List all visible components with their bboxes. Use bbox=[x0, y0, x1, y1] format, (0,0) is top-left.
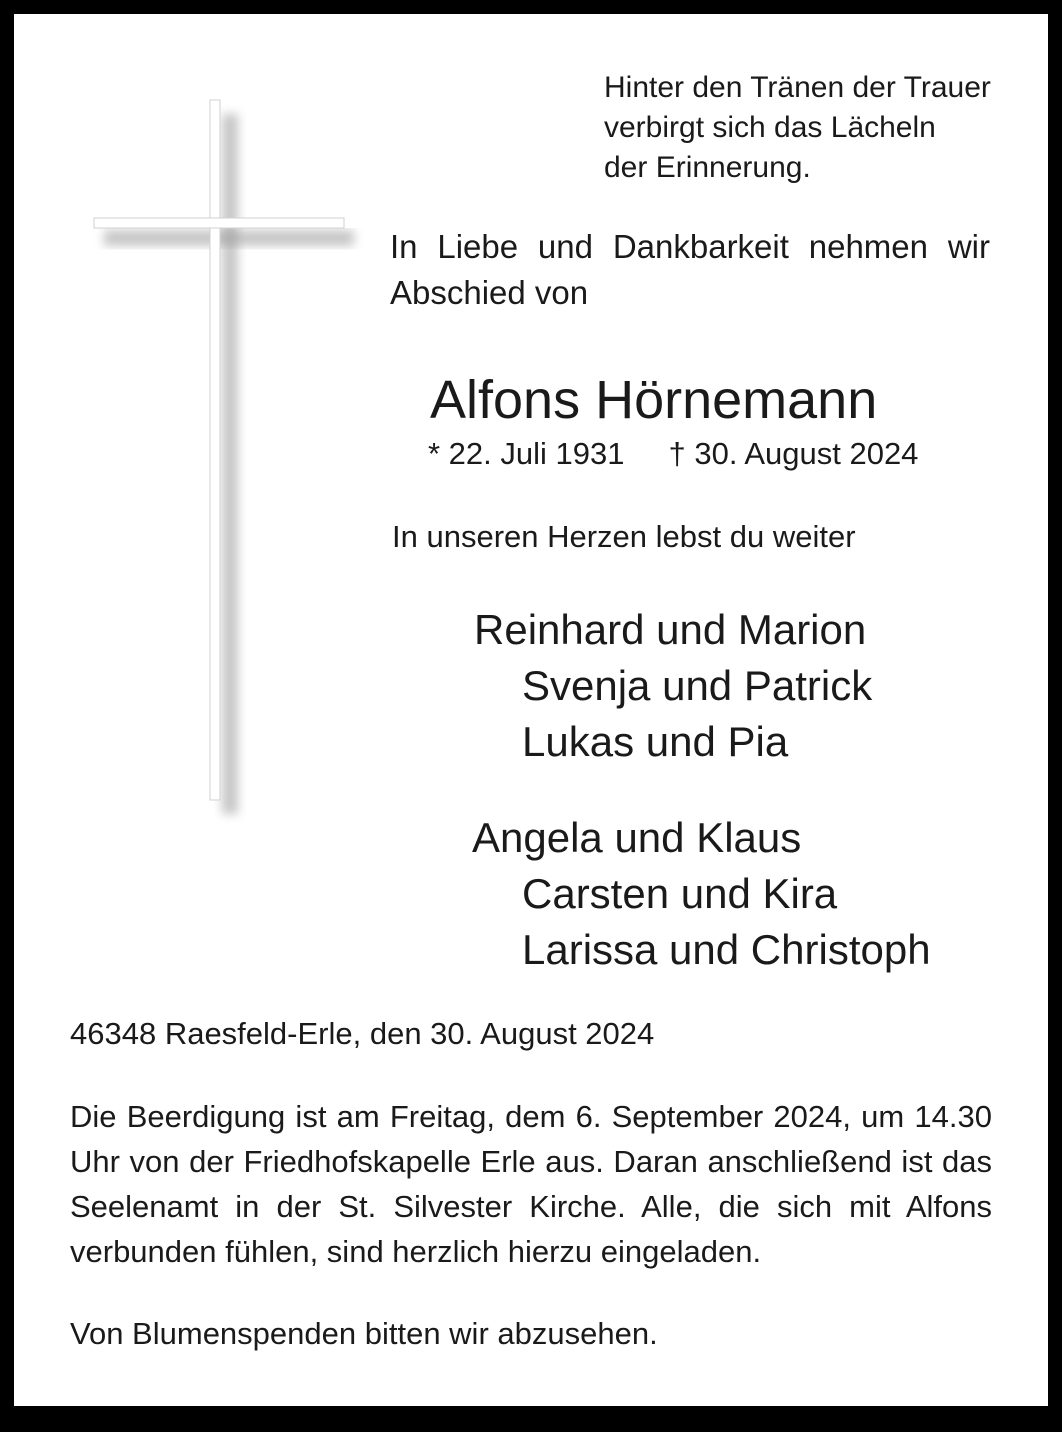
quote-line-1: Hinter den Tränen der Trauer bbox=[604, 71, 991, 104]
life-dates bbox=[428, 436, 918, 472]
family-name: Reinhard und Marion bbox=[474, 606, 867, 653]
publication-footer: Erschienen am 04.09.2024 © Verlag J. Mergelsberg GmbH bbox=[16, 1413, 278, 1424]
motto: In unseren Herzen lebst du weiter bbox=[392, 519, 856, 554]
family-name: Svenja und Patrick bbox=[522, 662, 873, 709]
birth-date: * 22. Juli 1931 bbox=[428, 436, 625, 471]
deceased-name: Alfons Hörnemann bbox=[430, 370, 878, 430]
family-name: Larissa und Christoph bbox=[522, 926, 931, 973]
quote-line-2: verbirgt sich das Lächeln bbox=[604, 111, 936, 144]
family-name: Angela und Klaus bbox=[472, 814, 802, 861]
quote-line-3: der Erinnerung. bbox=[604, 151, 811, 184]
family-name: Carsten und Kira bbox=[522, 870, 838, 917]
quote bbox=[604, 68, 991, 188]
family-name: Lukas und Pia bbox=[522, 718, 789, 765]
place-date: 46348 Raesfeld-Erle, den 30. August 2024 bbox=[70, 1016, 655, 1051]
cross-icon bbox=[74, 84, 364, 824]
funeral-details: Die Beerdigung ist am Freitag, dem 6. September 2024, um 14.30 Uhr von der Friedhofskapelle Erle aus. Daran anschließend ist das Seelenamt in der St. Silvester Kirche. Alle, die sich mit Alfons verbunden fühlen, sind herzlich hierzu eingeladen. bbox=[70, 1099, 992, 1269]
flowers-note: Von Blumenspenden bitten wir abzusehen. bbox=[70, 1316, 658, 1351]
intro-text: In Liebe und Dankbarkeit nehmen wir Abschied von bbox=[390, 228, 990, 311]
death-date: † 30. August 2024 bbox=[668, 436, 919, 471]
